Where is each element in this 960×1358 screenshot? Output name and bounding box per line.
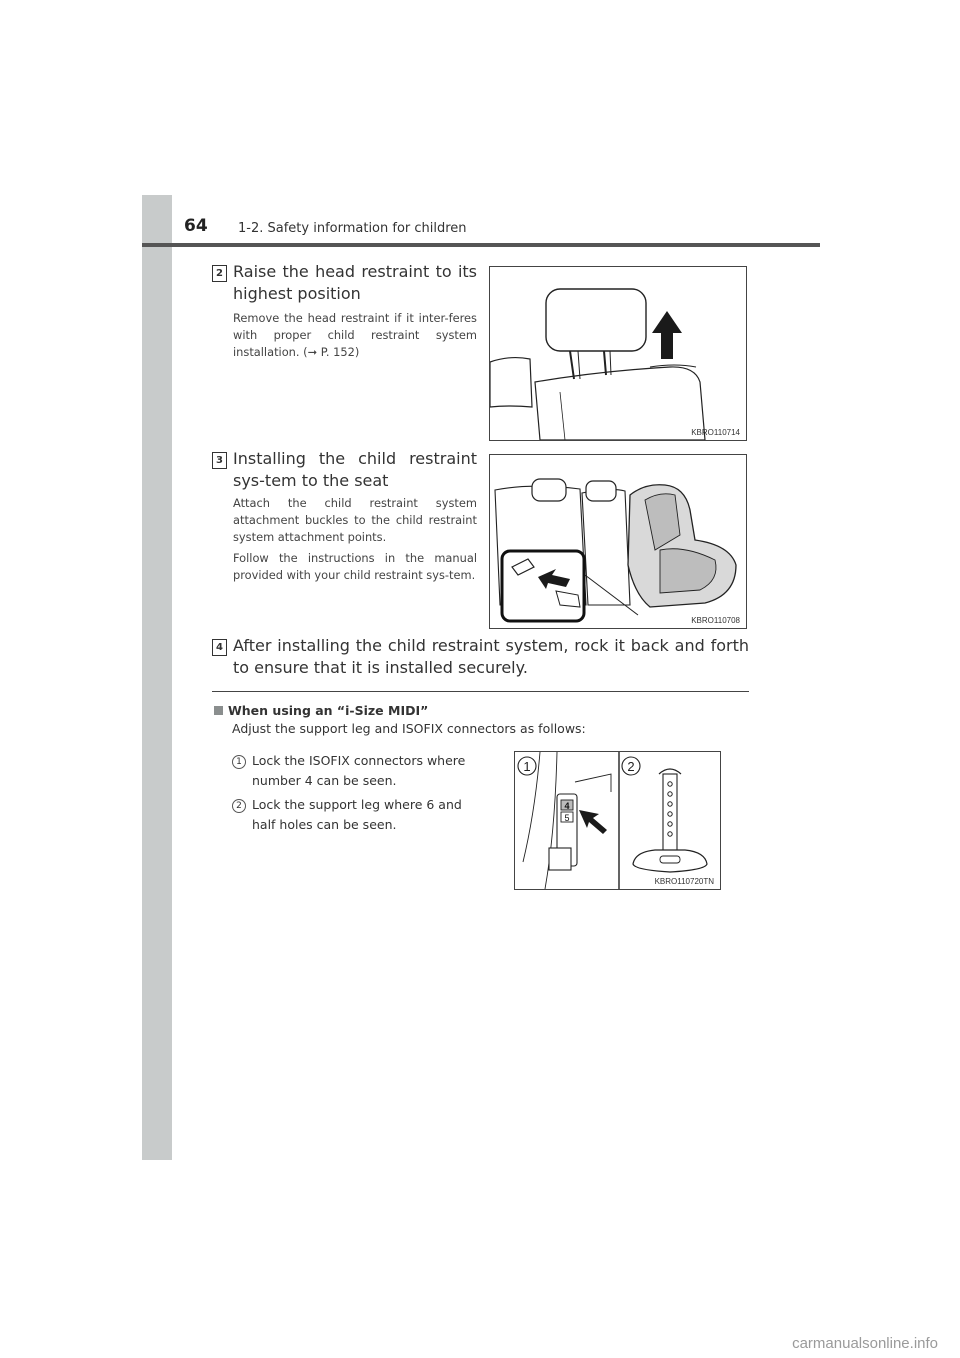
step-number-4: 4 xyxy=(212,639,227,656)
step-3-text-1: Attach the child restraint system attachment buckles to the child restraint system attachment points. xyxy=(233,496,477,544)
step-number-2: 2 xyxy=(212,265,227,282)
figure-label-4: 4 xyxy=(564,801,570,811)
page-number: 64 xyxy=(184,216,208,236)
head-restraint-figure xyxy=(489,266,747,441)
figure-code-1: KBRO110714 xyxy=(691,428,740,437)
step-2-title: Raise the head restraint to its highest position xyxy=(233,262,477,303)
side-band xyxy=(142,195,172,1160)
step-3-body xyxy=(233,495,477,588)
sub-item-number-1: 1 xyxy=(232,755,246,769)
note-heading-text: When using an “i-Size MIDI” xyxy=(228,703,429,718)
sub-item-text-2: Lock the support leg where 6 and half holes can be seen. xyxy=(252,797,462,832)
isofix-figure xyxy=(514,751,721,890)
figure-code-3: KBRO110720TN xyxy=(654,877,714,886)
figure-code-2: KBRO110708 xyxy=(691,616,740,625)
figure-label-2: 2 xyxy=(627,759,635,774)
step-2-body xyxy=(233,310,477,365)
header-rule xyxy=(142,243,820,247)
head-restraint-illustration xyxy=(490,267,746,440)
child-seat-figure xyxy=(489,454,747,629)
figure-label-5: 5 xyxy=(564,813,570,823)
isofix-illustration xyxy=(515,752,720,889)
sub-item-2 xyxy=(232,795,478,832)
step-number-3: 3 xyxy=(212,452,227,469)
step-3-text-2: Follow the instructions in the manual provided with your child restraint sys-tem. xyxy=(233,551,477,582)
running-head: 1-2. Safety information for children xyxy=(238,221,467,236)
watermark-text: carmanualsonline.info xyxy=(792,1335,938,1352)
section-rule xyxy=(212,691,749,692)
square-bullet-icon xyxy=(214,706,223,715)
child-seat-illustration xyxy=(490,455,746,628)
step-4-text: After installing the child restraint system, rock it back and forth to ensure that it is installed securely. xyxy=(233,636,749,677)
step-3-title: Installing the child restraint sys-tem to the seat xyxy=(233,449,477,490)
sub-item-text-1: Lock the ISOFIX connectors where number 4 can be seen. xyxy=(252,753,466,788)
sub-item-1 xyxy=(232,751,478,788)
note-heading xyxy=(214,703,428,718)
note-intro: Adjust the support leg and ISOFIX connectors as follows: xyxy=(232,721,586,736)
sub-item-number-2: 2 xyxy=(232,799,246,813)
step-2-text: Remove the head restraint if it inter-feres with proper child restraint system installation. (➞ P. 152) xyxy=(233,311,477,359)
figure-label-1: 1 xyxy=(523,759,531,774)
